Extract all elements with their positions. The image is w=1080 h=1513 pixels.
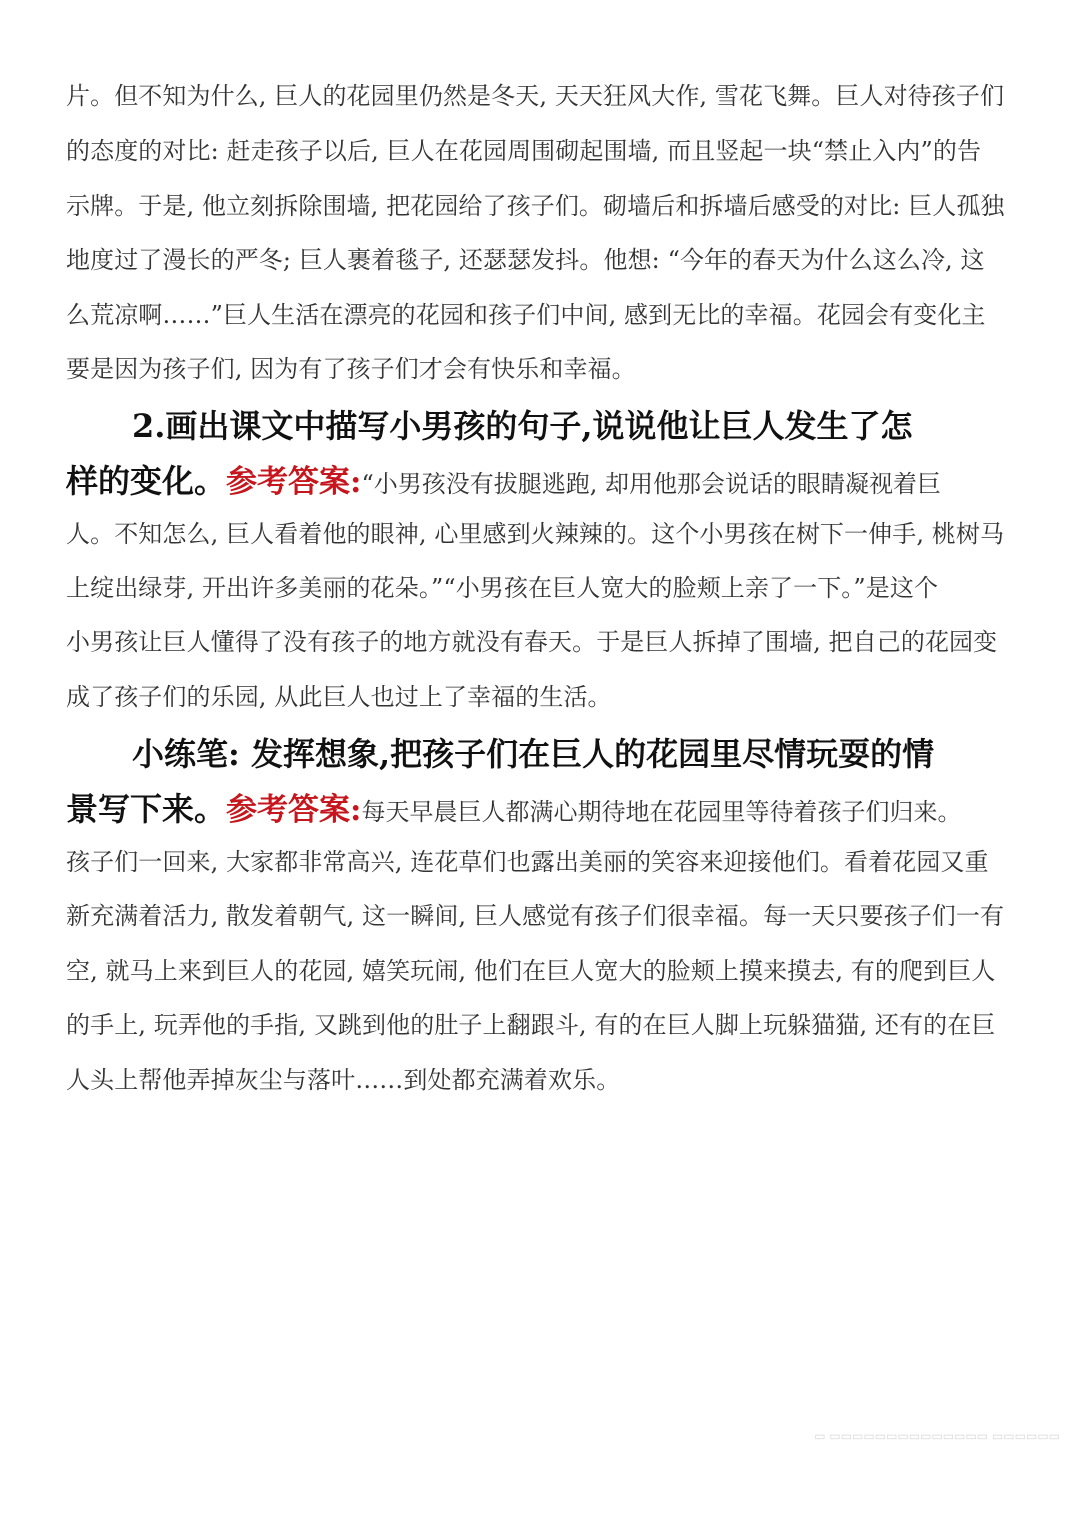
answer-text: 每天早晨巨人都满心期待地在花园里等待着孩子们归来。: [361, 798, 962, 826]
answer-line: 小男孩让巨人懂得了没有孩子的地方就没有春天。于是巨人拆掉了围墙, 把自己的花园变: [66, 628, 998, 656]
question-heading-continued: [66, 453, 1014, 509]
paragraph-line: 要是因为孩子们, 因为有了孩子们才会有快乐和幸福。: [66, 355, 636, 383]
paragraph-line: 示牌。于是, 他立刻拆除围墙, 把花园给了孩子们。砌墙后和拆墙后感受的对比: 巨人孤独: [66, 192, 1005, 220]
answer-line: 上绽出绿芽, 开出许多美丽的花朵。”“小男孩在巨人宽大的脸颊上亲了一下。”是这个: [66, 574, 939, 602]
answer-line: 人头上帮他弄掉灰尘与落叶……到处都充满着欢乐。: [66, 1066, 621, 1094]
practice-heading-tail: 景写下来。: [66, 790, 227, 828]
paragraph-line: 的态度的对比: 赶走孩子以后, 巨人在花园周围砌起围墙, 而且竖起一块“禁止入内”的告: [66, 137, 982, 165]
answer-line: 成了孩子们的乐园, 从此巨人也过上了幸福的生活。: [66, 683, 612, 711]
paragraph-line: 片。但不知为什么, 巨人的花园里仍然是冬天, 天天狂风大作, 雪花飞舞。巨人对待孩子们: [66, 82, 1005, 110]
answer-label: 参考答案:: [226, 464, 362, 500]
answer-line: 的手上, 玩弄他的手指, 又跳到他的肚子上翻跟斗, 有的在巨人脚上玩躲猫猫, 还有的在巨: [66, 1011, 996, 1039]
practice-heading: 小练笔: 发挥想象,把孩子们在巨人的花园里尽情玩耍的情: [132, 735, 935, 773]
answer-line: 新充满着活力, 散发着朝气, 这一瞬间, 巨人感觉有孩子们很幸福。每一天只要孩子们一有: [66, 902, 1005, 930]
question-heading-tail: 样的变化。: [66, 462, 227, 500]
answer-line: 人。不知怎么, 巨人看着他的眼神, 心里感到火辣辣的。这个小男孩在树下一伸手, 桃树马: [66, 520, 1005, 548]
practice-heading-continued: [66, 781, 1014, 837]
watermark: ▭ ▭▭▭▭▭▭▭▭▭▭▭▭▭▭ ▭▭▭▭▭▭: [814, 1429, 1060, 1443]
question-heading: 2.画出课文中描写小男孩的句子,说说他让巨人发生了怎: [132, 407, 913, 445]
answer-label: 参考答案:: [226, 792, 362, 828]
answer-text: “小男孩没有拔腿逃跑, 却用他那会说话的眼睛凝视着巨: [361, 470, 941, 498]
paragraph-line: 地度过了漫长的严冬; 巨人裹着毯子, 还瑟瑟发抖。他想: “今年的春天为什么这么冷, 这: [66, 246, 985, 274]
paragraph-line: 么荒凉啊……”巨人生活在漂亮的花园和孩子们中间, 感到无比的幸福。花园会有变化主: [66, 301, 986, 329]
answer-line: 孩子们一回来, 大家都非常高兴, 连花草们也露出美丽的笑容来迎接他们。看着花园又重: [66, 848, 989, 876]
answer-line: 空, 就马上来到巨人的花园, 嬉笑玩闹, 他们在巨人宽大的脸颊上摸来摸去, 有的爬到巨人: [66, 957, 996, 985]
